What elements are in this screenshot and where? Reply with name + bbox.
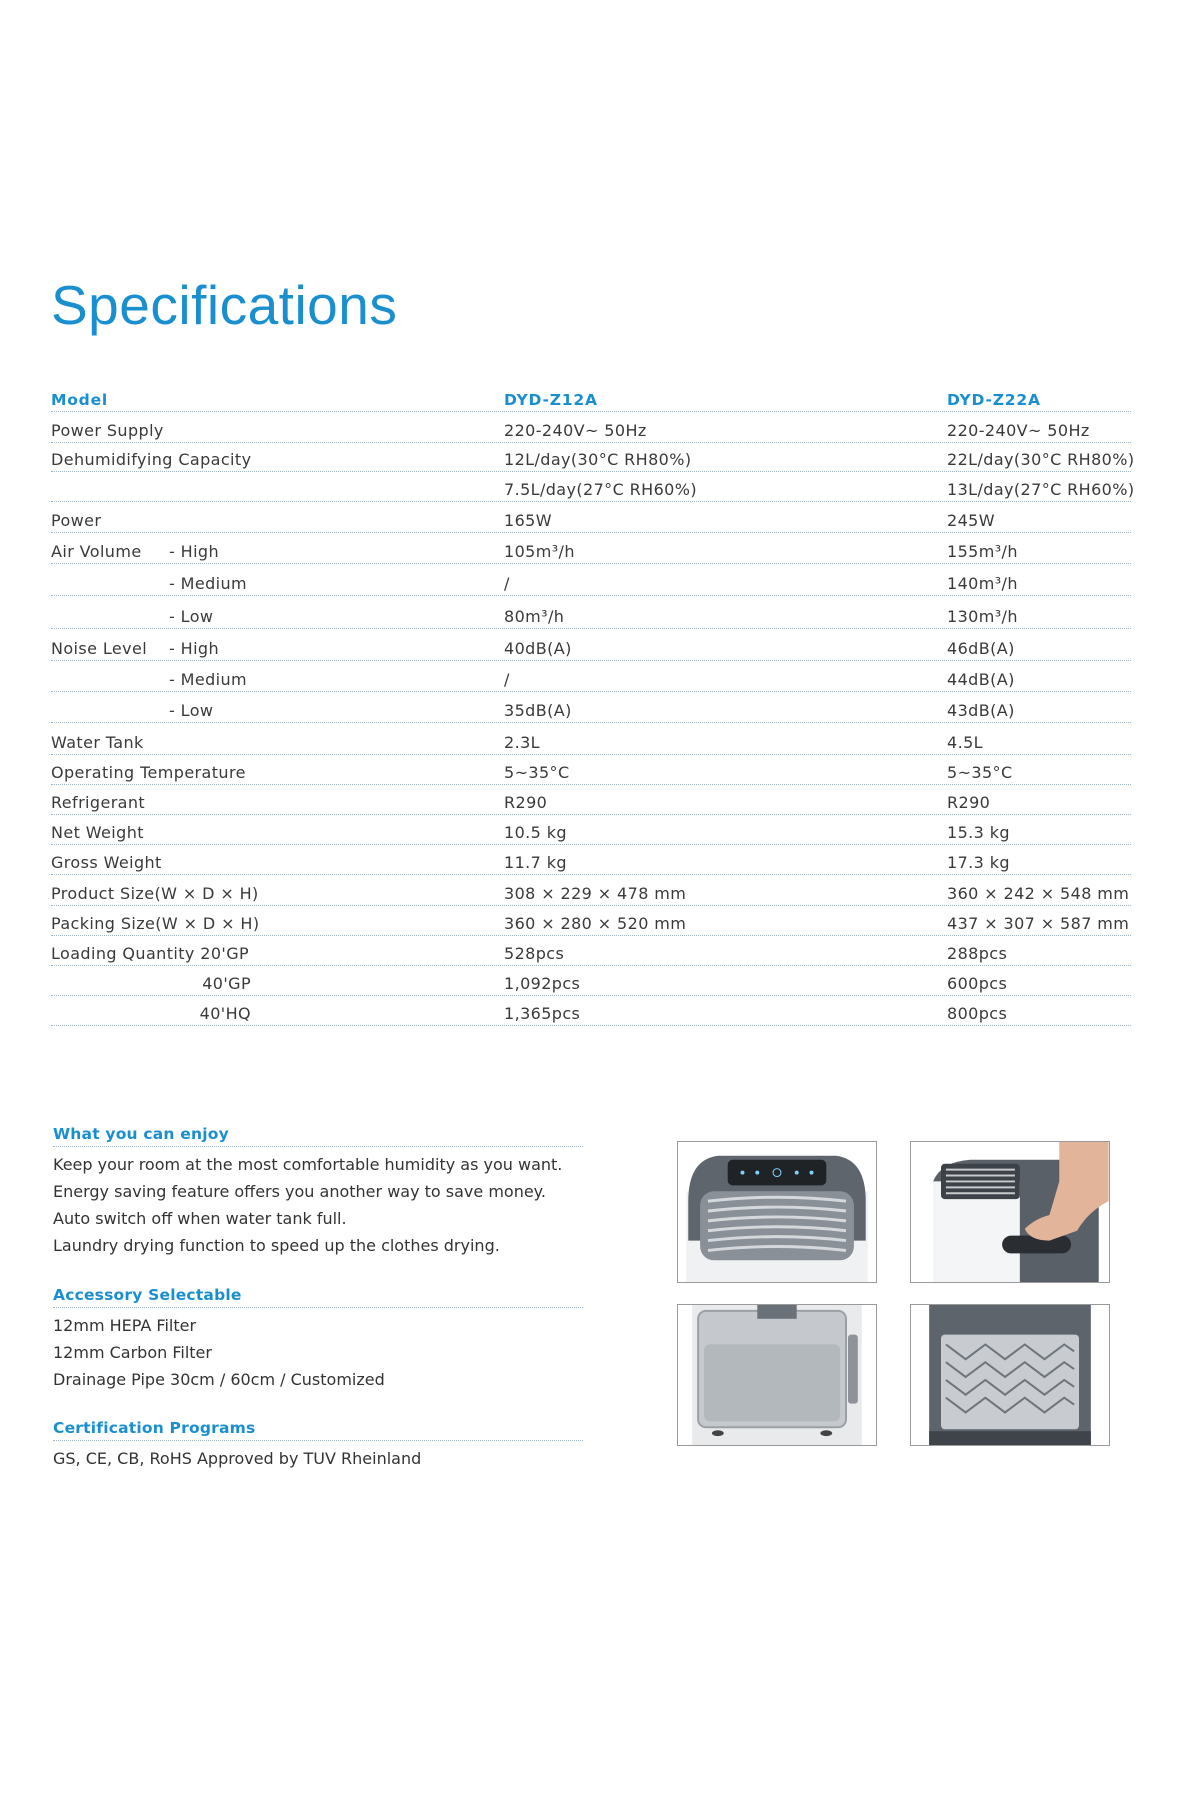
model-b-header: DYD-Z22A [947, 391, 1041, 409]
model-a-header: DYD-Z12A [504, 391, 598, 409]
table-row [51, 845, 1131, 875]
spec-value-a: 1,365pcs [504, 1004, 581, 1023]
table-row [51, 966, 1131, 996]
spec-value-a: 2.3L [504, 733, 540, 752]
table-row [51, 661, 1131, 692]
table-row [51, 472, 1135, 502]
list-item: GS, CE, CB, RoHS Approved by TUV Rheinland [53, 1449, 422, 1468]
enjoy-section [53, 1125, 583, 1259]
spec-value-a: 35dB(A) [504, 701, 572, 720]
table-row [51, 936, 1131, 966]
product-photo-water-tank [677, 1304, 877, 1446]
spec-sublabel: - Medium [169, 574, 248, 593]
spec-label: Water Tank [51, 733, 144, 752]
table-row [51, 692, 1131, 723]
spec-value-a: / [504, 574, 510, 593]
spec-table [51, 386, 1135, 1026]
table-row [51, 875, 1131, 906]
list-item: 12mm Carbon Filter [53, 1343, 212, 1362]
list-item: 12mm HEPA Filter [53, 1316, 197, 1335]
spec-value-b: 15.3 kg [947, 823, 1010, 842]
spec-label: Operating Temperature [51, 763, 246, 782]
spec-sublabel: - Medium [169, 670, 248, 689]
spec-value-b: 800pcs [947, 1004, 1008, 1023]
spec-value-a: 10.5 kg [504, 823, 567, 842]
spec-value-a: 165W [504, 511, 552, 530]
spec-label: 40'HQ [199, 1004, 251, 1023]
spec-value-b: 155m³/h [947, 542, 1018, 561]
spec-value-b: 43dB(A) [947, 701, 1015, 720]
spec-value-b: 13L/day(27°C RH60%) [947, 480, 1135, 499]
page-title: Specifications [51, 274, 398, 336]
table-row [51, 412, 1131, 443]
spec-value-b: 17.3 kg [947, 853, 1010, 872]
spec-value-a: 220-240V~ 50Hz [504, 421, 647, 440]
spec-value-b: 44dB(A) [947, 670, 1015, 689]
list-item: Laundry drying function to speed up the clothes drying. [53, 1236, 500, 1255]
model-header: Model [51, 391, 108, 409]
table-row [51, 723, 1131, 755]
spec-value-a: / [504, 670, 510, 689]
spec-value-b: 360 × 242 × 548 mm [947, 884, 1130, 903]
spec-label: Air Volume [51, 542, 142, 561]
spec-label: Packing Size(W × D × H) [51, 914, 260, 933]
spec-value-a: 5~35°C [504, 763, 570, 782]
spec-label: Refrigerant [51, 793, 146, 812]
table-row [51, 533, 1131, 564]
enjoy-heading: What you can enjoy [53, 1125, 583, 1147]
spec-value-a: 308 × 229 × 478 mm [504, 884, 687, 903]
spec-value-b: 220-240V~ 50Hz [947, 421, 1090, 440]
table-row [51, 815, 1131, 845]
spec-sublabel: - High [169, 542, 220, 561]
spec-value-a: 40dB(A) [504, 639, 572, 658]
spec-value-a: 80m³/h [504, 607, 565, 626]
spec-value-b: 4.5L [947, 733, 983, 752]
spec-value-b: 130m³/h [947, 607, 1018, 626]
spec-label: Product Size(W × D × H) [51, 884, 259, 903]
spec-value-a: 360 × 280 × 520 mm [504, 914, 687, 933]
product-photo-top-front [677, 1141, 877, 1283]
spec-value-b: 288pcs [947, 944, 1008, 963]
spec-value-b: 600pcs [947, 974, 1008, 993]
spec-label: Power [51, 511, 102, 530]
table-row [51, 629, 1131, 661]
spec-value-b: 140m³/h [947, 574, 1018, 593]
list-item: Drainage Pipe 30cm / 60cm / Customized [53, 1370, 385, 1389]
table-row [51, 996, 1131, 1026]
spec-label: Power Supply [51, 421, 164, 440]
table-row [51, 596, 1131, 629]
spec-value-b: 46dB(A) [947, 639, 1015, 658]
list-item: Auto switch off when water tank full. [53, 1209, 347, 1228]
spec-label: 40'GP [202, 974, 251, 993]
spec-value-a: 12L/day(30°C RH80%) [504, 450, 692, 469]
spec-value-b: 5~35°C [947, 763, 1013, 782]
table-row [51, 502, 1131, 533]
spec-label: Net Weight [51, 823, 144, 842]
spec-value-a: 11.7 kg [504, 853, 567, 872]
spec-value-b: 22L/day(30°C RH80%) [947, 450, 1135, 469]
table-row [51, 443, 1135, 472]
spec-value-a: 528pcs [504, 944, 565, 963]
list-item: Energy saving feature offers you another way to save money. [53, 1182, 546, 1201]
spec-label: Gross Weight [51, 853, 162, 872]
spec-label: Loading Quantity 20'GP [51, 944, 250, 963]
spec-value-a: 1,092pcs [504, 974, 581, 993]
spec-sublabel: - Low [169, 701, 214, 720]
certification-section [53, 1419, 583, 1472]
spec-value-b: 245W [947, 511, 995, 530]
spec-value-b: R290 [947, 793, 991, 812]
list-item: Keep your room at the most comfortable humidity as you want. [53, 1155, 563, 1174]
spec-value-a: 7.5L/day(27°C RH60%) [504, 480, 697, 499]
accessory-heading: Accessory Selectable [53, 1286, 583, 1308]
accessory-section [53, 1286, 583, 1393]
spec-value-a: R290 [504, 793, 548, 812]
spec-label: Dehumidifying Capacity [51, 450, 252, 469]
spec-header-row [51, 386, 1131, 412]
certification-heading: Certification Programs [53, 1419, 583, 1441]
product-photo-handle [910, 1141, 1110, 1283]
spec-label: Noise Level [51, 639, 148, 658]
table-row [51, 564, 1131, 596]
spec-sublabel: - Low [169, 607, 214, 626]
table-row [51, 785, 1131, 815]
table-row [51, 906, 1131, 936]
spec-value-b: 437 × 307 × 587 mm [947, 914, 1130, 933]
spec-sublabel: - High [169, 639, 220, 658]
spec-value-a: 105m³/h [504, 542, 575, 561]
table-row [51, 755, 1131, 785]
product-photo-rear-filter [910, 1304, 1110, 1446]
